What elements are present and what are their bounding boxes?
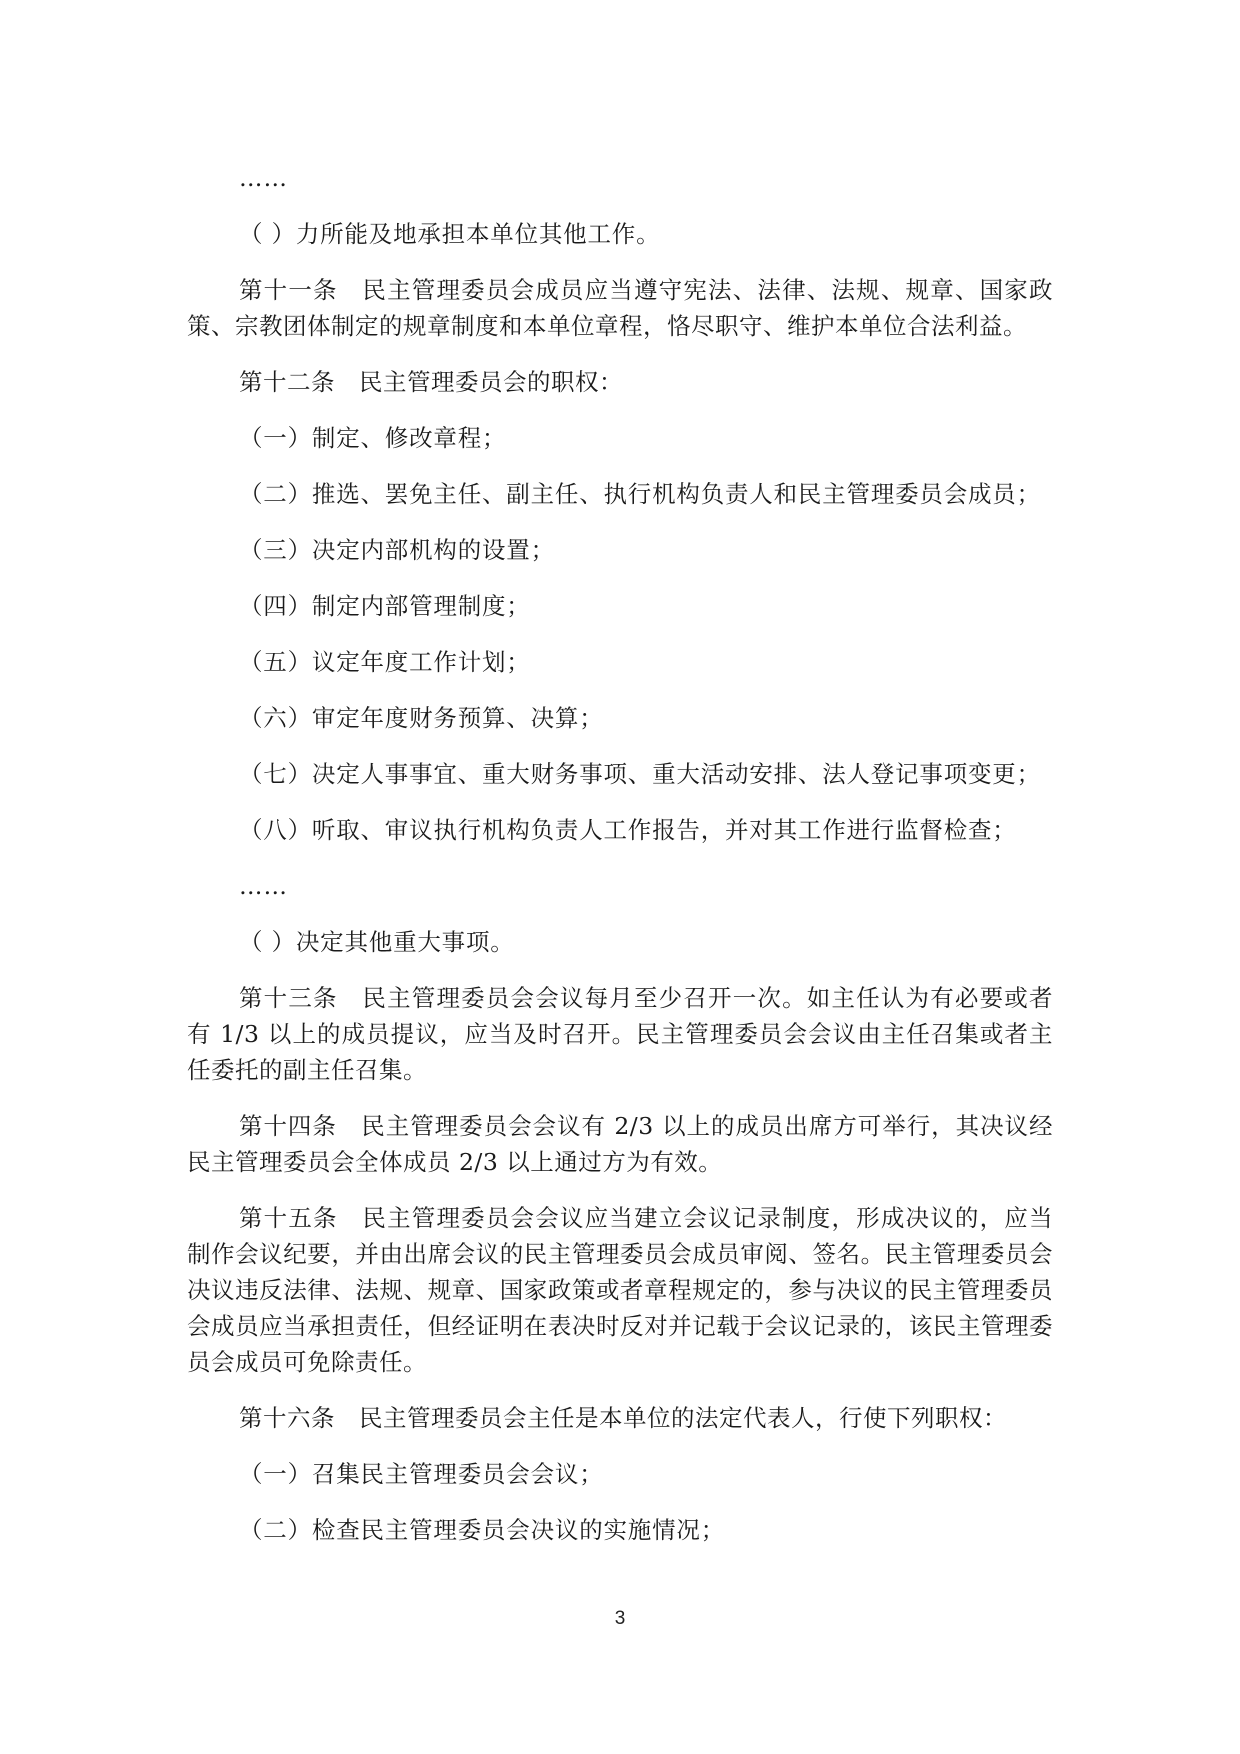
list-item: （四）制定内部管理制度； <box>239 592 531 620</box>
list-item: （ ）决定其他重大事项。 <box>239 928 515 956</box>
list-item: （一）制定、修改章程； <box>239 424 507 452</box>
article-12-heading: 第十二条 民主管理委员会的职权： <box>239 368 623 396</box>
list-item: （八）听取、审议执行机构负责人工作报告，并对其工作进行监督检查； <box>239 816 1017 844</box>
list-item: （五）议定年度工作计划； <box>239 648 531 676</box>
list-item: （三）决定内部机构的设置； <box>239 536 555 564</box>
document-body <box>187 160 1053 1568</box>
list-item-other-work: （ ）力所能及地承担本单位其他工作。 <box>239 220 661 248</box>
article-14: 第十四条 民主管理委员会会议有 2/3 以上的成员出席方可举行，其决议经民主管理委员会全体成员 2/3 以上通过方为有效。 <box>187 1112 1053 1176</box>
page-number: 3 <box>614 1608 626 1629</box>
list-item: （六）审定年度财务预算、决算； <box>239 704 604 732</box>
article-16-heading: 第十六条 民主管理委员会主任是本单位的法定代表人，行使下列职权： <box>239 1404 1007 1432</box>
article-11: 第十一条 民主管理委员会成员应当遵守宪法、法律、法规、规章、国家政策、宗教团体制定的规章制度和本单位章程，恪尽职守、维护本单位合法利益。 <box>187 276 1053 340</box>
list-item: （七）决定人事事宜、重大财务事项、重大活动安排、法人登记事项变更； <box>239 760 1041 788</box>
ellipsis-line: …… <box>239 872 288 900</box>
ellipsis-line: …… <box>239 164 288 192</box>
list-item: （二）检查民主管理委员会决议的实施情况； <box>239 1516 725 1544</box>
article-15: 第十五条 民主管理委员会会议应当建立会议记录制度，形成决议的，应当制作会议纪要，并由出席会议的民主管理委员会成员审阅、签名。民主管理委员会决议违反法律、法规、规章、国家政策或者章程规定的，参与决议的民主管理委员会成员应当承担责任，但经证明在表决时反对并记载于会议记录的，该民主管理委员会成员可免除责任。 <box>187 1204 1053 1376</box>
article-13: 第十三条 民主管理委员会会议每月至少召开一次。如主任认为有必要或者有 1/3 以上的成员提议，应当及时召开。民主管理委员会会议由主任召集或者主任委托的副主任召集。 <box>187 984 1053 1084</box>
list-item: （二）推选、罢免主任、副主任、执行机构负责人和民主管理委员会成员； <box>239 480 1041 508</box>
list-item: （一）召集民主管理委员会会议； <box>239 1460 604 1488</box>
